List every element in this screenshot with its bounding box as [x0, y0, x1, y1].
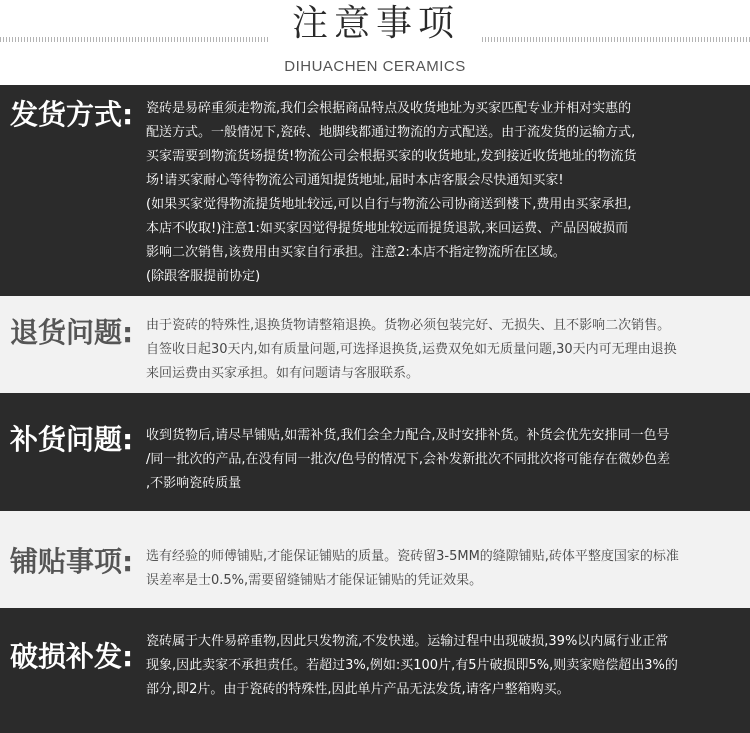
section-restock — [0, 393, 750, 511]
section-label: 铺贴事项: — [10, 545, 134, 578]
text-line: 配送方式。一般情况下,瓷砖、地脚线都通过物流的方式配送。由于流发货的运输方式, — [146, 125, 636, 140]
section-installation — [0, 511, 750, 608]
text-line: /同一批次的产品,在没有同一批次/色号的情况下,会补发新批次不同批次将可能存在微妙色差 — [146, 452, 671, 467]
section-label: 补货问题: — [10, 423, 134, 456]
section-label: 破损补发: — [10, 640, 134, 673]
text-line: (如果买家觉得物流提货地址较远,可以自行与物流公司协商送到楼下,费用由买家承担, — [146, 197, 632, 212]
section-returns — [0, 296, 750, 393]
text-line: 影响二次销售,该费用由买家自行承担。注意2:本店不指定物流所在区域。 — [146, 245, 566, 260]
text-line: 选有经验的师傅铺贴,才能保证铺贴的质量。瓷砖留3-5MM的缝隙铺贴,砖体平整度国家的标准 — [146, 549, 679, 564]
text-line: 自签收日起30天内,如有质量问题,可选择退换货,运费双免如无质量问题,30天内可无理由退换 — [146, 342, 677, 357]
text-line: 收到货物后,请尽早铺贴,如需补货,我们会全力配合,及时安排补货。补货会优先安排同一色号 — [146, 428, 670, 443]
page-subtitle: DIHUACHEN CERAMICS — [284, 58, 466, 75]
section-label: 退货问题: — [10, 316, 134, 349]
text-line: 瓷砖属于大件易碎重物,因此只发物流,不发快递。运输过程中出现破损,39%以内属行业正常 — [146, 634, 669, 649]
section-body — [146, 314, 744, 386]
section-shipping — [0, 85, 750, 296]
header-stripe-right — [482, 37, 750, 42]
section-body — [146, 630, 744, 702]
section-label: 发货方式: — [10, 98, 134, 131]
page-title: 注意事项 — [291, 3, 460, 44]
section-damage — [0, 608, 750, 733]
header-stripe-left — [0, 37, 270, 42]
section-body — [146, 424, 744, 496]
text-line: ,不影响瓷砖质量 — [146, 476, 242, 491]
text-line: (除跟客服提前协定) — [146, 269, 261, 284]
text-line: 买家需要到物流货场提货!物流公司会根据买家的收货地址,发到接近收货地址的物流货 — [146, 149, 637, 164]
text-line: 本店不收取!)注意1:如买家因觉得提货地址较远而提货退款,来回运费、产品因破损而 — [146, 221, 629, 236]
text-line: 场!请买家耐心等待物流公司通知提货地址,届时本店客服会尽快通知买家! — [146, 173, 564, 188]
text-line: 部分,即2片。由于瓷砖的特殊性,因此单片产品无法发货,请客户整箱购买。 — [146, 682, 570, 697]
header — [0, 0, 750, 85]
text-line: 来回运费由买家承担。如有问题请与客服联系。 — [146, 366, 420, 381]
text-line: 瓷砖是易碎重须走物流,我们会根据商品特点及收货地址为买家匹配专业并相对实惠的 — [146, 101, 632, 116]
section-body — [146, 545, 744, 593]
section-body — [146, 97, 744, 289]
text-line: 现象,因此卖家不承担责任。若超过3%,例如:买100片,有5片破损即5%,则卖家赔偿超出3%的 — [146, 658, 678, 673]
text-line: 由于瓷砖的特殊性,退换货物请整箱退换。货物必须包装完好、无损失、且不影响二次销售。 — [146, 318, 671, 333]
text-line: 误差率是士0.5%,需要留缝铺贴才能保证铺贴的凭证效果。 — [146, 573, 483, 588]
